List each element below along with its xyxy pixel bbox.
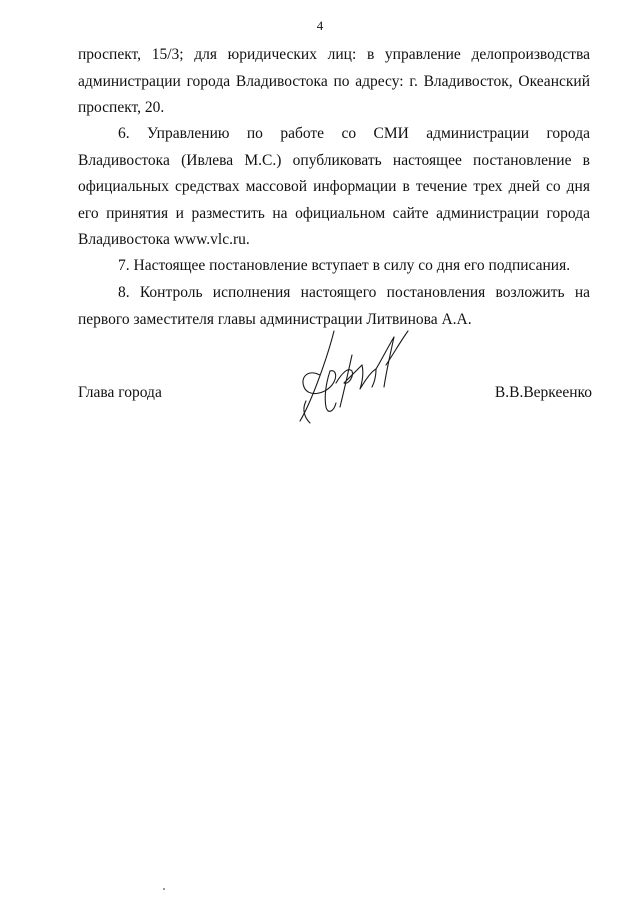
paragraph-item-6: 6. Управлению по работе со СМИ администрации города Владивостока (Ивлева М.С.) опубликовать настоящее постановление в официальных средствах массовой информации в течение трех дней со дня его принятия и разместить на официальном сайте администрации города Владивостока www.vlc.ru. <box>78 125 590 248</box>
page-number: 4 <box>316 18 324 33</box>
handwritten-signature <box>290 325 420 430</box>
paragraph-item-7: 7. Настоящее постановление вступает в силу со дня его подписания. <box>118 257 571 274</box>
signatory-title: Глава города <box>78 384 162 401</box>
signatory-name: В.В.Веркеенко <box>494 384 592 401</box>
scan-speck <box>163 888 165 890</box>
paragraph-continuation: проспект, 15/3; для юридических лиц: в управление делопроизводства администрации города Владивостока по адресу: г. Владивосток, Океанский проспект, 20. <box>78 46 590 116</box>
paragraph-item-8: 8. Контроль исполнения настоящего постановления возложить на первого заместителя главы администрации Литвинова А.А. <box>78 284 590 328</box>
